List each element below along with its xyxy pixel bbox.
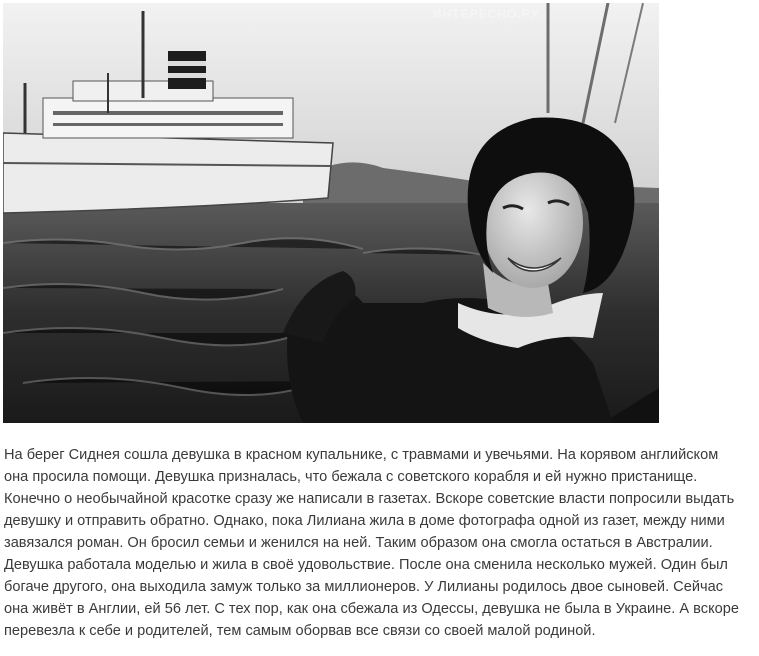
article-line: завязался роман. Он бросил семьи и женился на ней. Таким образом она смогла остаться в Австралии. [4,535,713,551]
article-line: богаче другого, она выходила замуж только за миллионеров. У Лилианы родилось двое сыновей. Сейчас [4,579,723,595]
article-line: Конечно о необычайной красотке сразу же написали в газетах. Вскоре советские власти попросили выдать [4,491,735,507]
article-line: она просила помощи. Девушка призналась, что бежала с советского корабля и ей нужно пристанище. [4,469,698,485]
article-line: Девушка работала моделью и жила в своё удовольствие. После она сменила несколько мужей. Один был [4,557,728,573]
article-line: девушку и отправить обратно. Однако, пока Лилиана жила в доме фотографа одной из газет, между ними [4,513,725,529]
article-photo [3,3,659,423]
article-line: перевезла к себе и родителей, тем самым оборвав все связи со своей малой родиной. [4,623,596,639]
photo-woman-on-ship-deck [3,3,659,423]
article-line: На берег Сиднея сошла девушка в красном купальнике, с травмами и увечьями. На корявом английском [4,447,719,463]
article-line: она живёт в Англии, ей 56 лет. С тех пор, как она сбежала из Одессы, девушка не была в Украине. А вскоре [4,601,739,617]
photo-watermark: ИНТЕРЕСНО.РУ [433,7,539,21]
article-paragraph [4,444,756,642]
